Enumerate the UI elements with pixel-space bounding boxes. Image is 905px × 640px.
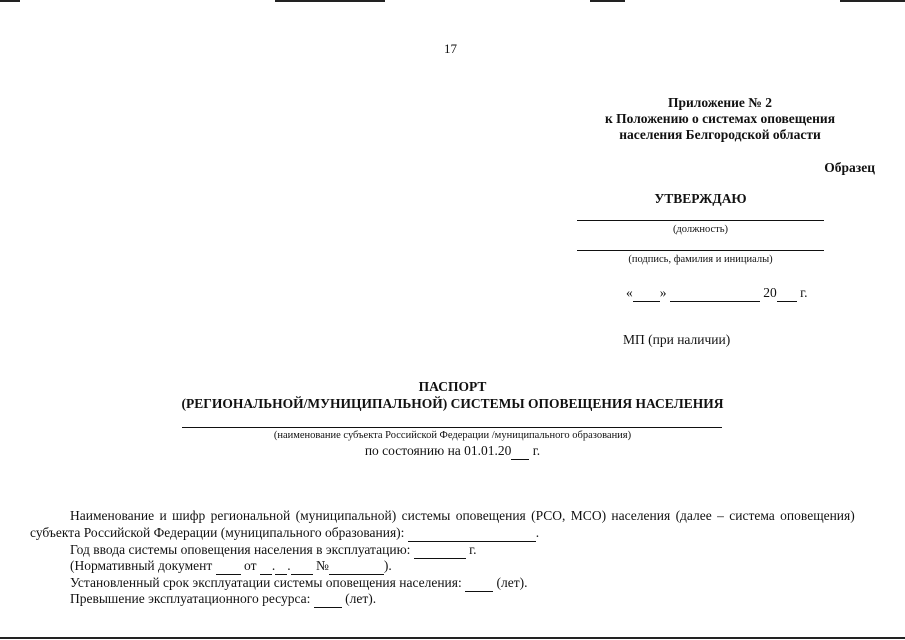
passport-title: ПАСПОРТ <box>418 379 487 394</box>
scan-edge-mark <box>840 0 905 2</box>
appendix-line-3: населения Белгородской области <box>619 127 821 142</box>
normative-number-sign: № <box>315 558 329 573</box>
appendix-line-1: Приложение № 2 <box>668 95 772 110</box>
stamp-label: МП (при наличии) <box>623 332 731 347</box>
overrun-line <box>70 591 376 608</box>
as-of-suffix: г. <box>532 443 541 458</box>
overrun-blank <box>314 591 342 608</box>
date-close-quote: » <box>659 285 667 300</box>
normative-dot-1: . <box>271 558 276 573</box>
normative-dot-2: . <box>287 558 291 573</box>
scan-edge-mark <box>275 0 385 2</box>
commission-year-line <box>70 542 477 559</box>
month-blank <box>670 285 760 302</box>
position-caption: (должность) <box>672 224 729 235</box>
date-open-quote: « <box>626 285 633 300</box>
approval-title: УТВЕРЖДАЮ <box>654 191 747 206</box>
as-of-date <box>0 443 905 460</box>
scan-edge-mark <box>0 0 20 2</box>
normative-day-blank <box>260 558 272 575</box>
position-line <box>577 220 824 221</box>
year-blank <box>777 285 797 302</box>
para1-line-2-text: субъекта Российской Федерации (муниципального образования): <box>30 525 405 540</box>
normative-prefix: (Нормативный документ <box>70 558 213 573</box>
day-blank <box>633 285 660 302</box>
date-suffix: г. <box>800 285 808 300</box>
service-life-line <box>70 575 528 592</box>
scan-bottom-edge <box>0 637 905 639</box>
overrun-text: Превышение эксплуатационного ресурса: <box>70 591 311 606</box>
date-year-prefix: 20 <box>763 285 777 300</box>
commission-unit: г. <box>469 542 477 557</box>
para1-line-1: Наименование и шифр региональной (муниципальной) системы оповещения (РСО, МСО) населения (далее – система оповещения) <box>70 508 855 523</box>
commission-year-blank <box>414 542 466 559</box>
normative-month-blank <box>275 558 287 575</box>
as-of-prefix: по состоянию на 01.01.20 <box>364 443 512 458</box>
normative-document-line <box>70 558 392 575</box>
system-name-blank <box>408 525 536 542</box>
overrun-unit: (лет). <box>345 591 377 606</box>
scan-edge-mark <box>590 0 625 2</box>
entity-name-line <box>182 427 722 428</box>
normative-end: ). <box>383 558 392 573</box>
normative-type-blank <box>216 558 241 575</box>
approval-date <box>626 285 808 302</box>
para1-line-2-end: . <box>535 525 540 540</box>
service-life-unit: (лет). <box>496 575 528 590</box>
signature-caption: (подпись, фамилия и инициалы) <box>628 254 773 265</box>
as-of-year-blank <box>511 443 529 460</box>
appendix-line-2: к Положению о системах оповещения <box>604 111 836 126</box>
normative-from: от <box>244 558 257 573</box>
service-life-text: Установленный срок эксплуатации системы оповещения населения: <box>70 575 462 590</box>
para1-line-2 <box>30 525 539 542</box>
sample-label: Образец <box>824 160 875 175</box>
signature-line <box>577 250 824 251</box>
entity-caption: (наименование субъекта Российской Федерации /муниципального образования) <box>273 430 632 441</box>
page-number: 17 <box>444 41 457 56</box>
passport-subtitle: (РЕГИОНАЛЬНОЙ/МУНИЦИПАЛЬНОЙ) СИСТЕМЫ ОПОВЕЩЕНИЯ НАСЕЛЕНИЯ <box>181 396 724 411</box>
commission-text: Год ввода системы оповещения населения в эксплуатацию: <box>70 542 411 557</box>
normative-number-blank <box>329 558 384 575</box>
service-life-blank <box>465 575 493 592</box>
normative-year-blank <box>291 558 313 575</box>
